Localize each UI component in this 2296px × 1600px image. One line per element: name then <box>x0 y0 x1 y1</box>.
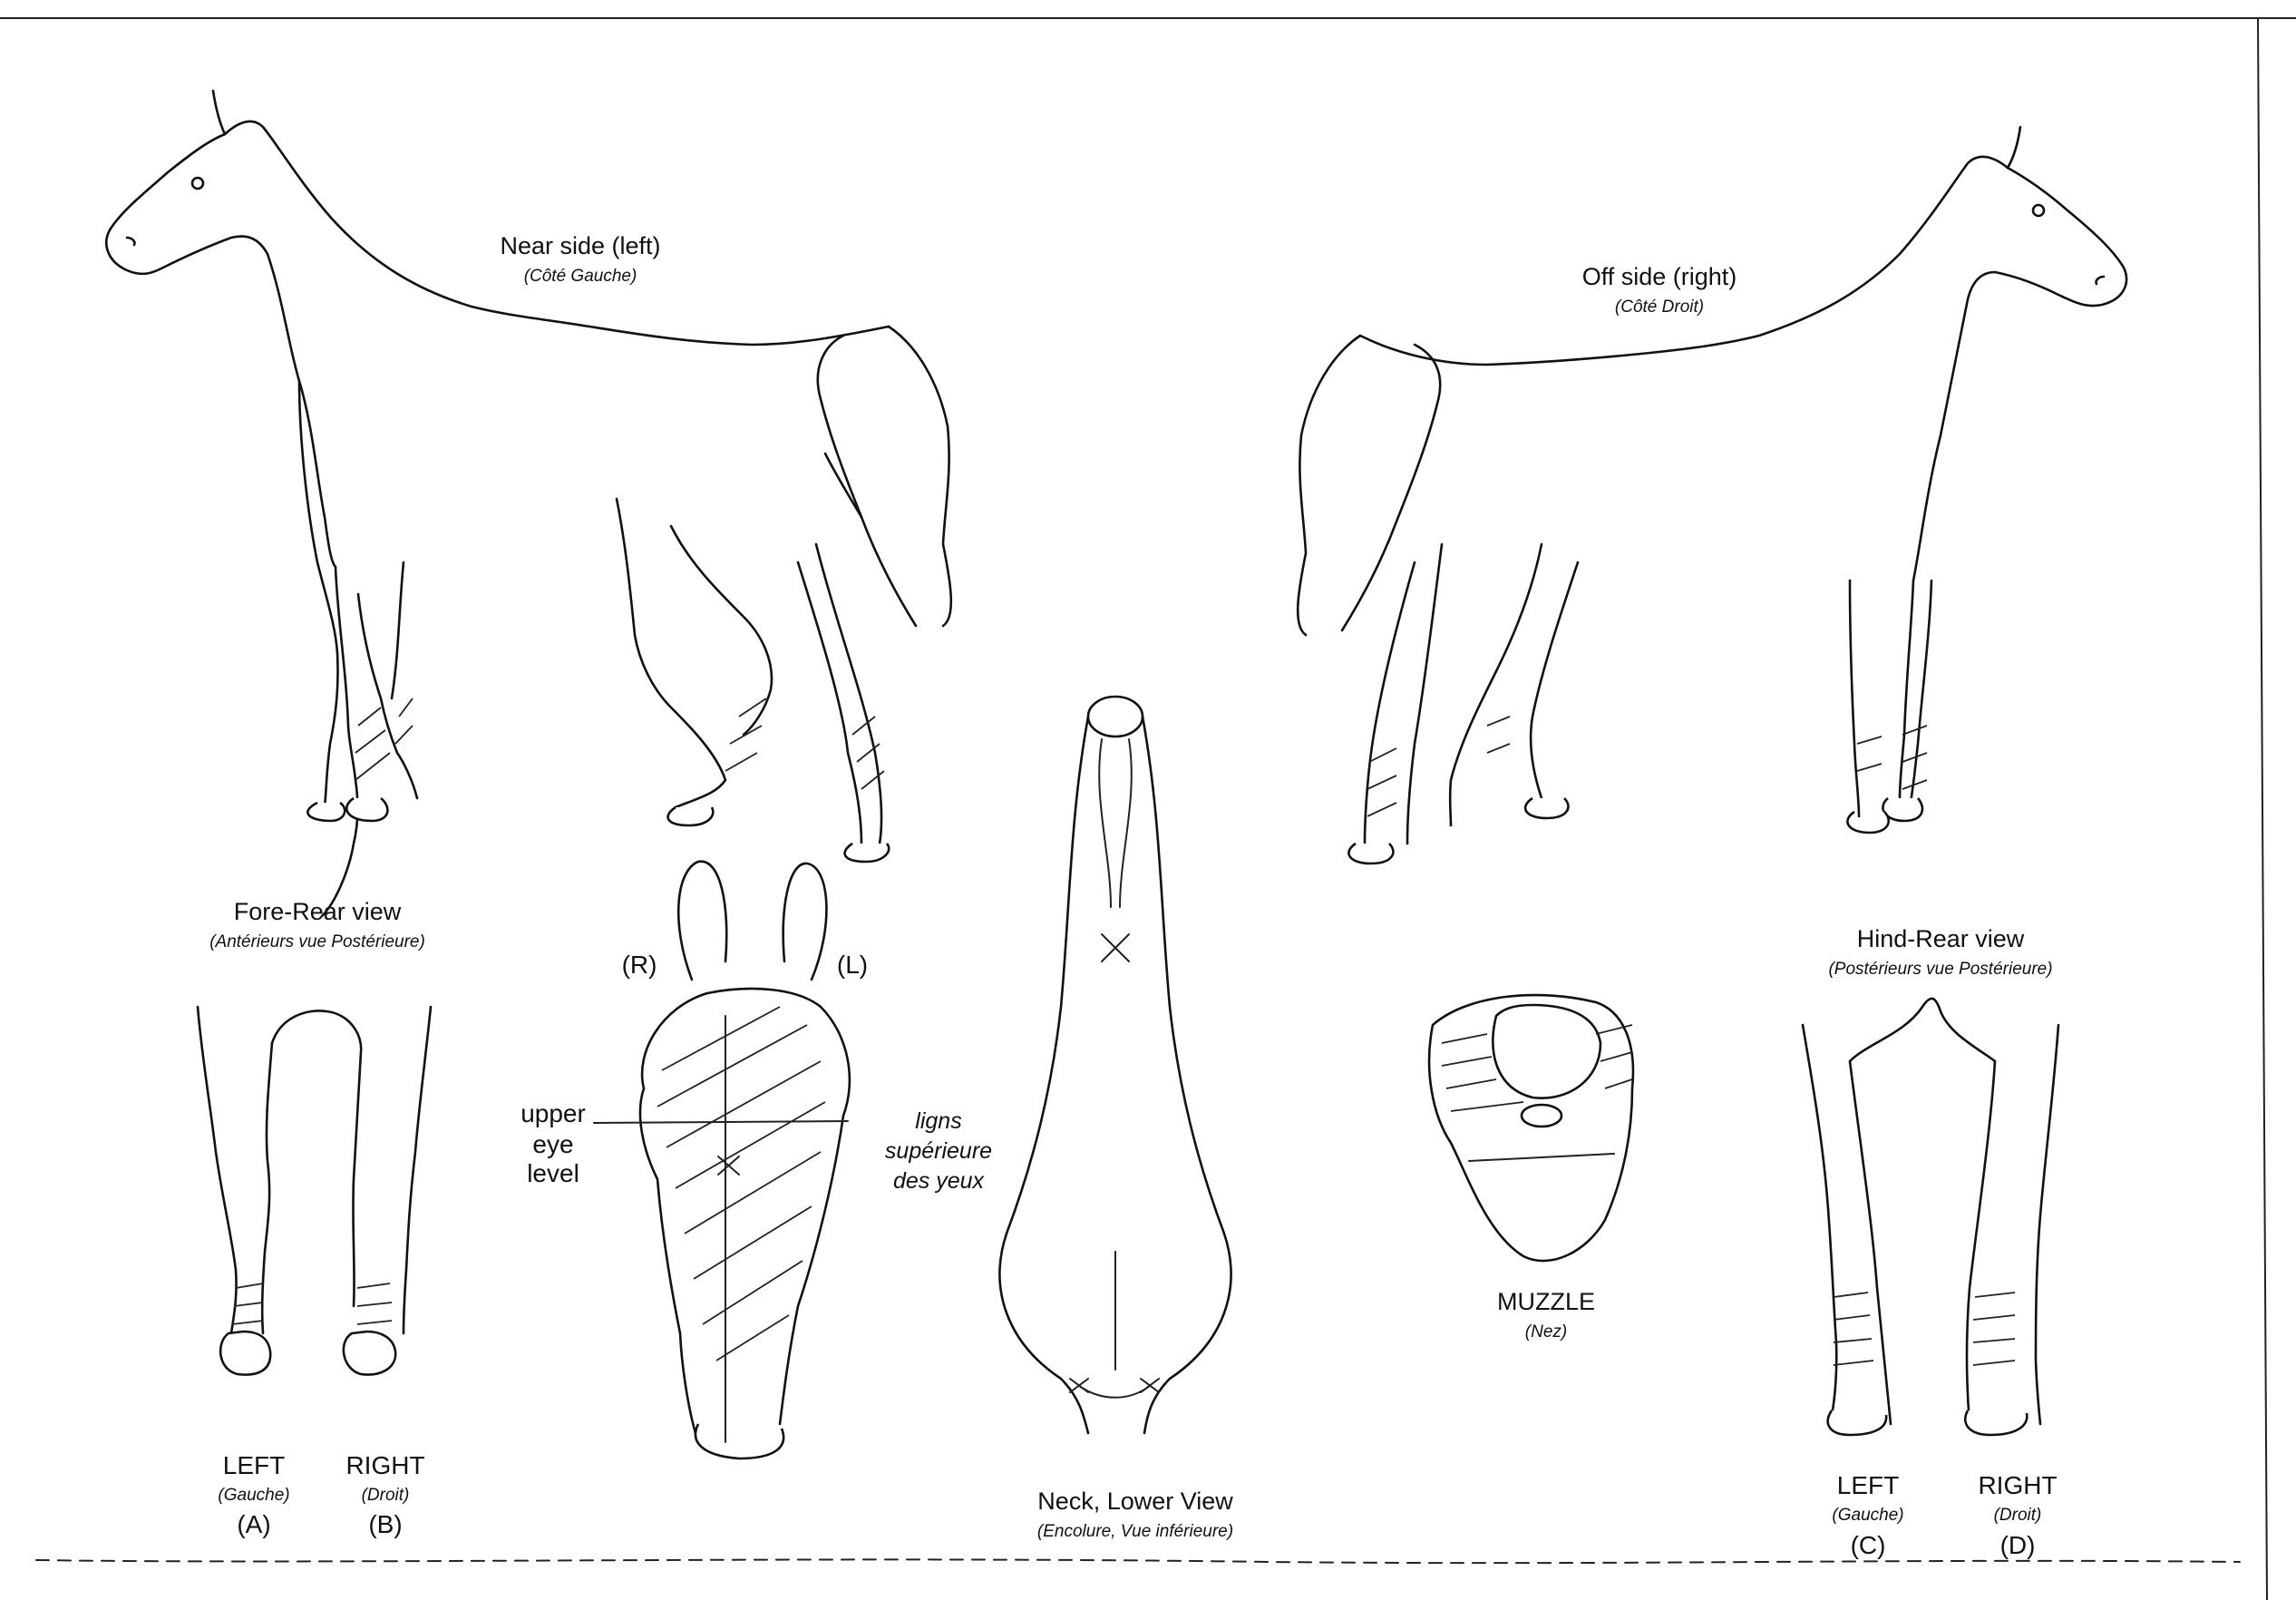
muzzle-title: MUZZLE <box>1497 1288 1595 1315</box>
hind-right-sub: (Droit) <box>1993 1506 2042 1525</box>
upper-eye-line2: eye <box>532 1130 574 1158</box>
off-side-horse-drawing <box>1298 127 2126 863</box>
fore-rear-title: Fore-Rear view <box>233 898 402 925</box>
hind-rear-subtitle: (Postérieurs vue Postérieure) <box>1828 960 2053 979</box>
neck-subtitle: (Encolure, Vue inférieure) <box>1036 1522 1234 1541</box>
off-side-subtitle: (Côté Droit) <box>1614 298 1705 317</box>
muzzle-drawing <box>1429 995 1633 1261</box>
hind-left-label: LEFT <box>1836 1471 1900 1499</box>
hind-left-code: (C) <box>1850 1531 1886 1559</box>
fore-rear-legs-drawing <box>198 1007 431 1375</box>
fore-left-label: LEFT <box>222 1451 286 1479</box>
ligns-line2: supérieure <box>884 1138 993 1164</box>
head-l-mark: (L) <box>836 951 869 979</box>
hind-rear-title: Hind-Rear view <box>1856 925 2025 952</box>
ligns-line1: ligns <box>915 1108 962 1134</box>
hind-right-code: (D) <box>1999 1531 2036 1559</box>
hind-left-sub: (Gauche) <box>1832 1506 1904 1525</box>
neck-title: Neck, Lower View <box>1037 1488 1233 1515</box>
neck-lower-view-drawing <box>1000 697 1231 1433</box>
fore-right-sub: (Droit) <box>361 1486 410 1505</box>
ligns-line3: des yeux <box>892 1168 985 1194</box>
fore-left-sub: (Gauche) <box>218 1486 290 1505</box>
fore-left-code: (A) <box>237 1510 271 1538</box>
fore-right-label: RIGHT <box>345 1451 425 1479</box>
hind-rear-legs-drawing <box>1803 999 2058 1435</box>
fore-rear-subtitle: (Antérieurs vue Postérieure) <box>209 932 425 951</box>
head-r-mark: (R) <box>621 951 657 979</box>
upper-eye-line1: upper <box>520 1099 586 1127</box>
muzzle-subtitle: (Nez) <box>1524 1322 1568 1341</box>
near-side-horse-drawing <box>106 91 951 916</box>
near-side-title: Near side (left) <box>500 232 661 259</box>
near-side-subtitle: (Côté Gauche) <box>523 267 637 286</box>
hind-right-label: RIGHT <box>1978 1471 2058 1499</box>
off-side-title: Off side (right) <box>1581 263 1737 290</box>
fore-right-code: (B) <box>368 1510 403 1538</box>
upper-eye-line3: level <box>527 1159 579 1187</box>
